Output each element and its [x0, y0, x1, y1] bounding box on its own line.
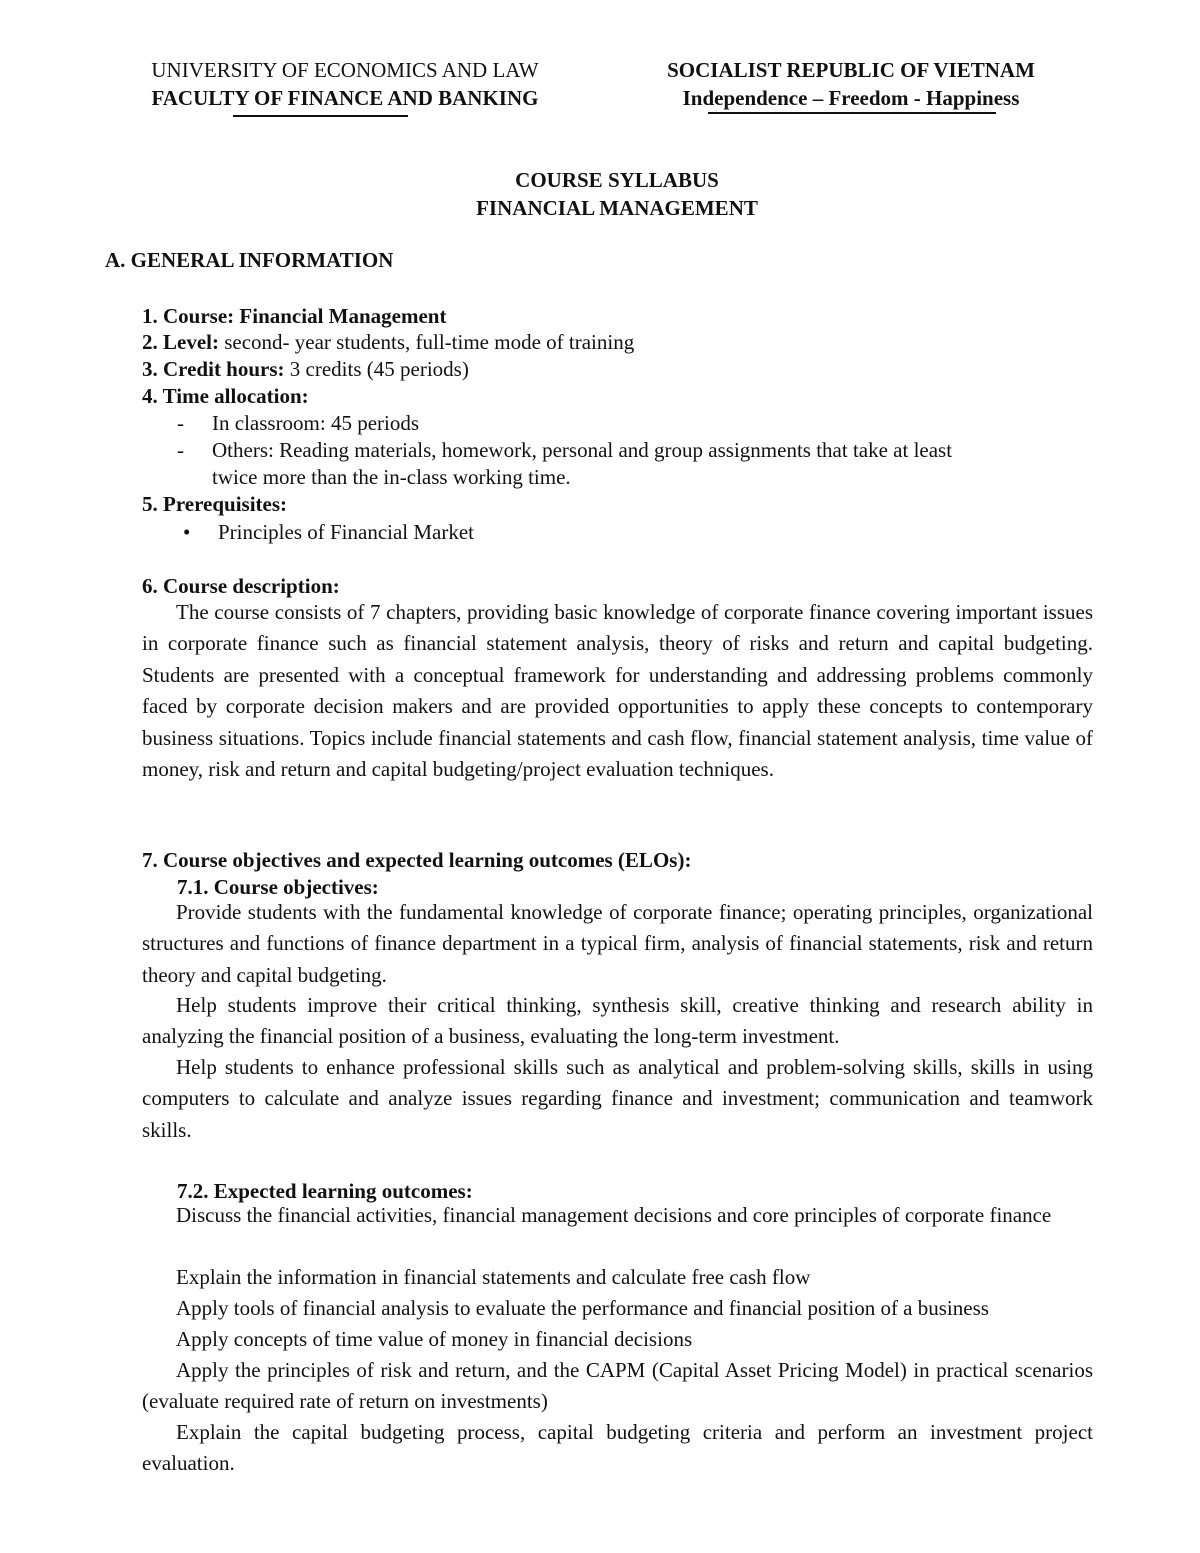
elo-item: Apply tools of financial analysis to evaluate the performance and financial position of a business: [176, 1296, 989, 1320]
objective-item: Help students to enhance professional skills such as analytical and problem-solving skills, skills in using computers to calculate and analyze issues regarding finance and investment; communication and teamwork skills.: [142, 1055, 1093, 1142]
objectives-subheading: 7.1. Course objectives:: [177, 875, 379, 899]
faculty-name: FACULTY OF FINANCE AND BANKING: [151, 86, 539, 110]
course-description-text: The course consists of 7 chapters, providing basic knowledge of corporate finance covering important issues in corporate finance such as financial statement analysis, theory of risks and return and capital budgeting. Students are presented with a conceptual framework for understanding and addressing problems commonly faced by corporate decision makers and are provided opportunities to apply these concepts to contemporary business situations. Topics include financial statements and cash flow, financial statement analysis, time value of money, risk and return and capital budgeting/project evaluation techniques.: [142, 600, 1093, 782]
prerequisite-item: Principles of Financial Market: [218, 520, 475, 544]
title-line-1: COURSE SYLLABUS: [515, 168, 719, 192]
header-left-underline: [233, 115, 408, 117]
elo-item: Discuss the financial activities, financial management decisions and core principles of corporate finance: [176, 1203, 1052, 1227]
document-title: [140, 166, 1094, 222]
elo-item: Explain the information in financial statements and calculate free cash flow: [176, 1265, 811, 1289]
country-name: SOCIALIST REPUBLIC OF VIETNAM: [667, 58, 1035, 82]
section-a-heading: A. GENERAL INFORMATION: [105, 248, 394, 272]
time-item: In classroom: 45 periods: [212, 411, 420, 435]
level-label: 2. Level:: [142, 330, 219, 354]
elo-item: Apply the principles of risk and return, and the CAPM (Capital Asset Pricing Model) in practical scenarios (evaluate required rate of return on investments): [142, 1358, 1093, 1413]
course-item: 1. Course: Financial Management: [142, 304, 447, 328]
header-right-underline: [708, 112, 996, 114]
credit-value: 3 credits (45 periods): [284, 357, 469, 381]
header-right-block: [612, 56, 1090, 112]
elo-subheading: 7.2. Expected learning outcomes:: [177, 1179, 473, 1203]
objective-item: Provide students with the fundamental knowledge of corporate finance; operating principles, organizational structures and functions of finance department in a typical firm, analysis of financial statements, risk and return theory and capital budgeting.: [142, 900, 1093, 987]
time-allocation-label: 4. Time allocation:: [142, 384, 309, 408]
prerequisites-label: 5. Prerequisites:: [142, 492, 288, 516]
level-value: second- year students, full-time mode of training: [218, 330, 635, 354]
elo-item: Apply concepts of time value of money in financial decisions: [176, 1327, 693, 1351]
time-item-continuation: twice more than the in-class working time.: [212, 465, 571, 489]
objectives-heading: 7. Course objectives and expected learning outcomes (ELOs):: [142, 848, 692, 872]
credit-label: 3. Credit hours:: [142, 357, 285, 381]
time-item-dash: -: [177, 438, 184, 462]
time-item: Others: Reading materials, homework, personal and group assignments that take at least: [212, 438, 953, 462]
objective-item: Help students improve their critical thinking, synthesis skill, creative thinking and research ability in analyzing the financial position of a business, evaluating the long-term investment.: [142, 993, 1093, 1049]
bullet-icon: •: [183, 520, 191, 544]
credit-item: [142, 355, 469, 383]
course-description-label: 6. Course description:: [142, 574, 340, 598]
time-item-dash: -: [177, 411, 184, 435]
national-motto: Independence – Freedom - Happiness: [682, 86, 1020, 110]
header-left-block: [100, 56, 590, 112]
elo-item: Explain the capital budgeting process, capital budgeting criteria and perform an investment project evaluation.: [142, 1420, 1093, 1475]
level-item: [142, 328, 634, 356]
university-name: UNIVERSITY OF ECONOMICS AND LAW: [151, 58, 539, 82]
title-line-2: FINANCIAL MANAGEMENT: [476, 196, 758, 220]
